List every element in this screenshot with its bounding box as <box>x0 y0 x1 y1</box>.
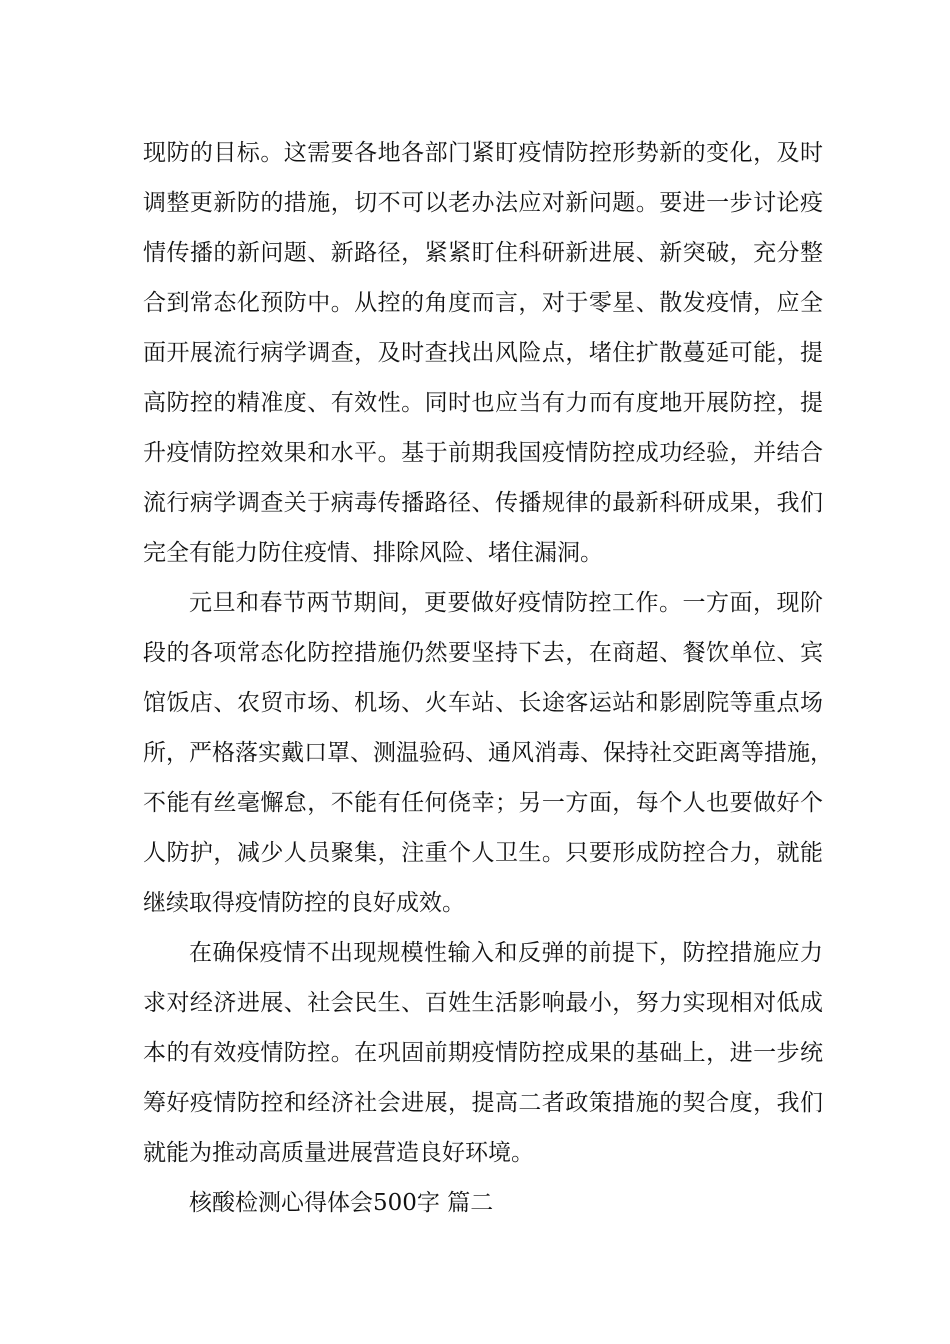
paragraph-2 <box>143 578 833 928</box>
text-line: 在确保疫情不出现规模性输入和反弹的前提下，防控措施应力 <box>189 940 823 966</box>
text-line: 段的各项常态化防控措施仍然要坚持下去，在商超、餐饮单位、宾 <box>143 640 823 666</box>
section-heading: 核酸检测心得体会500字 篇二 <box>189 1190 494 1216</box>
text-line: 就能为推动高质量进展营造良好环境。 <box>143 1140 534 1166</box>
text-line: 面开展流行病学调查，及时查找出风险点，堵住扩散蔓延可能，提 <box>143 340 823 366</box>
text-line: 调整更新防的措施，切不可以老办法应对新问题。要进一步讨论疫 <box>143 190 823 216</box>
text-line: 升疫情防控效果和水平。基于前期我国疫情防控成功经验，并结合 <box>143 440 823 466</box>
text-line: 完全有能力防住疫情、排除风险、堵住漏洞。 <box>143 540 603 566</box>
text-line: 继续取得疫情防控的良好成效。 <box>143 890 465 916</box>
text-line: 元旦和春节两节期间，更要做好疫情防控工作。一方面，现阶 <box>189 590 823 616</box>
document-body <box>143 128 833 1228</box>
text-line: 馆饭店、农贸市场、机场、火车站、长途客运站和影剧院等重点场 <box>143 690 823 716</box>
paragraph-3 <box>143 928 823 1178</box>
text-line: 不能有丝毫懈怠，不能有任何侥幸；另一方面，每个人也要做好个 <box>143 790 823 816</box>
text-line: 人防护，减少人员聚集，注重个人卫生。只要形成防控合力，就能 <box>143 840 823 866</box>
text-line: 合到常态化预防中。从控的角度而言，对于零星、散发疫情，应全 <box>143 290 823 316</box>
text-line: 情传播的新问题、新路径，紧紧盯住科研新进展、新突破，充分整 <box>143 240 823 266</box>
paragraph-1 <box>143 128 823 578</box>
text-line: 所，严格落实戴口罩、测温验码、通风消毒、保持社交距离等措施， <box>143 740 833 766</box>
text-line: 流行病学调查关于病毒传播路径、传播规律的最新科研成果，我们 <box>143 490 823 516</box>
text-line: 现防的目标。这需要各地各部门紧盯疫情防控形势新的变化，及时 <box>143 140 823 166</box>
text-line: 本的有效疫情防控。在巩固前期疫情防控成果的基础上，进一步统 <box>143 1040 823 1066</box>
text-line: 求对经济进展、社会民生、百姓生活影响最小，努力实现相对低成 <box>143 990 823 1016</box>
text-line: 高防控的精准度、有效性。同时也应当有力而有度地开展防控，提 <box>143 390 823 416</box>
text-line: 筹好疫情防控和经济社会进展，提高二者政策措施的契合度，我们 <box>143 1090 823 1116</box>
